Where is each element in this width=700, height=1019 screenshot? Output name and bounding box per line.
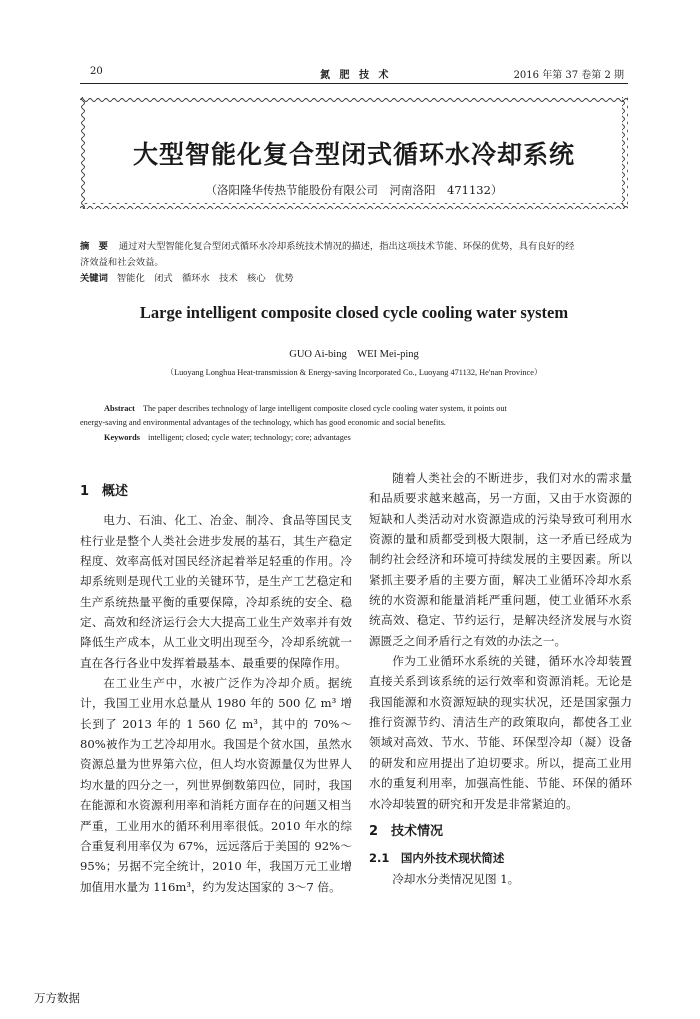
english-affiliation: （Luoyang Longhua Heat-transmission & Energy-saving Incorporated Co., Luoyang 471132, He'nan Province） bbox=[165, 368, 543, 377]
keywords-cn bbox=[80, 272, 628, 286]
section-1-paragraph-2: 在工业生产中，水被广泛作为冷却介质。据统计，我国工业用水总量从 1980 年的 500 亿 m³ 增长到了 2013 年的 1 560 亿 m³，其中的 70%～80%被作为工艺冷却用水。我国是个贫水国，虽然水资源总量为世界第六位，但人均水资源量仅为世界人均水量的四分之一，列世界倒数第四位，同时，我国在能源和水资源利用率和消耗方面存在的问题又相当严重，工业用水的循环利用率很低。2010 年水的综合重复利用率仅为 67%，远远落后于美国的 92%～95%；另据不完全统计，2010 年，我国万元工业增加值用水量为 116m³，约为发达国家的 3～7 倍。 bbox=[80, 676, 352, 894]
footer-watermark: 万方数据 bbox=[34, 991, 80, 1005]
english-keywords-text: intelligent; closed; cycle water; technology; core; advantages bbox=[148, 433, 351, 442]
journal-name: 氮 肥 技 术 bbox=[320, 70, 392, 81]
section-1-paragraph-3: 随着人类社会的不断进步，我们对水的需求量和品质要求越来越高，另一方面，又由于水资源的短缺和人类活动对水资源造成的污染导致可利用水资源的量和质都受到极大限制，这一矛盾已经成为制约社会经济和环境可持续发展的主要因素。所以紧抓主要矛盾的主要方面，解决工业循环冷却水系统的水资源和能量消耗严重问题，使工业循环水系统高效、稳定、节约运行，是解决经济发展与水资源匮乏之间矛盾行之有效的办法之一。 bbox=[369, 471, 632, 648]
abstract-text-line1: 通过对大型智能化复合型闭式循环水冷却系统技术情况的描述，指出这项技术节能、环保的优势，具有良好的经 bbox=[118, 241, 575, 252]
english-keywords bbox=[80, 431, 628, 445]
section-1-heading: 1 概述 bbox=[80, 484, 129, 499]
english-title: Large intelligent composite closed cycle cooling water system bbox=[139, 303, 569, 322]
abstract-label: 摘 要 bbox=[80, 241, 108, 252]
section-1-paragraph-4: 作为工业循环水系统的关键，循环水冷却装置直接关系到该系统的运行效率和资源消耗。无论是我国能源和水资源短缺的现实状况，还是国家强力推行资源节约、清洁生产的政策取向，都使各工业领域对高效、节水、节能、环保型冷却（凝）设备的研发和应用提出了迫切要求。所以，提高工业用水的重复利用率，加强高性能、节能、环保的循环水冷却装置的研究和开发是非常紧迫的。 bbox=[369, 654, 632, 811]
keywords-text: 智能化 闭式 循环水 技术 核心 优势 bbox=[116, 273, 294, 284]
english-abstract-line1: The paper describes technology of large intelligent composite closed cycle cooling water system, it points out bbox=[142, 404, 507, 413]
english-abstract-label: Abstract bbox=[104, 404, 135, 413]
section-2-1-heading: 2.1 国内外技术现状简述 bbox=[369, 851, 505, 866]
section-2-1-paragraph-1: 冷却水分类情况见图 1。 bbox=[392, 871, 520, 886]
section-2-heading: 2 技术情况 bbox=[369, 823, 444, 839]
issue-info: 2016 年第 37 卷第 2 期 bbox=[513, 70, 624, 81]
section-1-paragraph-1: 电力、石油、化工、冶金、制冷、食品等国民支柱行业是整个人类社会进步发展的基石，其生产稳定程度、效率高低对国民经济起着举足轻重的作用。冷却系统则是现代工业的关键环节，是生产工艺稳定和生产系统热量平衡的重要保障，冷却系统的安全、稳定、高效和经济运行会大大提高工业生产效率并有效降低生产成本，从工业文明出现至今，冷却系统就一直在各行各业中发挥着最基本、最重要的保障作用。 bbox=[80, 513, 352, 670]
abstract-text-line2: 济效益和社会效益。 bbox=[80, 257, 164, 268]
affiliation: （洛阳隆华传热节能股份有限公司 河南洛阳 471132） bbox=[205, 183, 503, 197]
left-column bbox=[80, 478, 352, 897]
paper-title: 大型智能化复合型闭式循环水冷却系统 bbox=[132, 140, 575, 169]
header-rule bbox=[80, 83, 628, 84]
page-number: 20 bbox=[90, 66, 103, 77]
english-authors: GUO Ai-bing WEI Mei-ping bbox=[289, 349, 419, 360]
keywords-label: 关键词 bbox=[80, 273, 108, 284]
english-abstract bbox=[80, 402, 628, 416]
abstract-cn bbox=[80, 240, 628, 254]
right-column bbox=[369, 468, 632, 889]
english-abstract-line2: energy-saving and environmental advantages of the technology, which has good economic and social benefits. bbox=[80, 418, 446, 427]
english-keywords-label: Keywords bbox=[104, 433, 140, 442]
